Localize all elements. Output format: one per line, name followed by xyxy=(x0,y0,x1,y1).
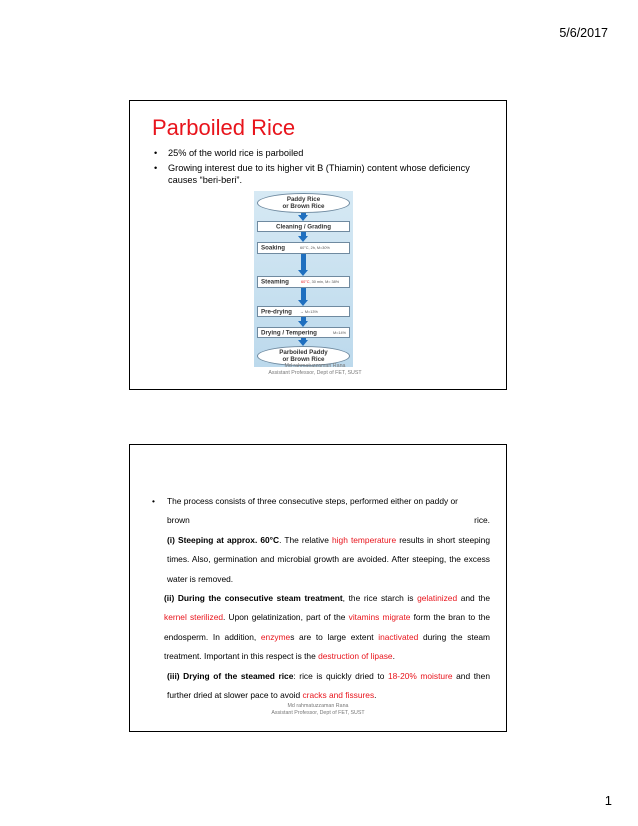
flow-step-steaming: Steaming 60°C, 30 min, M= 38% xyxy=(257,276,350,288)
flow-arrow xyxy=(298,232,309,242)
flow-arrow xyxy=(298,288,309,306)
parboiling-flowchart xyxy=(254,191,353,367)
print-date: 5/6/2017 xyxy=(559,26,608,40)
slide-parboiled-rice xyxy=(129,100,507,390)
page-number: 1 xyxy=(604,793,612,808)
slide-body-text xyxy=(150,492,490,705)
flow-step-paddy-rice: Paddy Rice or Brown Rice xyxy=(257,193,350,213)
flow-arrow xyxy=(298,254,309,276)
flow-step-drying-tempering: Drying / Tempering M=14% xyxy=(257,327,350,338)
bullet-list xyxy=(152,147,482,189)
flow-arrow xyxy=(298,317,309,327)
slide-footer: Md rahmatuzzaman Rana Assistant Professor, Dept of FET, SUST xyxy=(271,703,365,716)
slide-title: Parboiled Rice xyxy=(152,115,296,140)
flow-step-soaking: Soaking 60°C, 2h, M=30% xyxy=(257,242,350,254)
flow-arrow xyxy=(298,338,309,346)
paragraph-intro: • The process consists of three consecutive steps, performed either on paddy or brown rice. xyxy=(150,492,490,531)
flow-step-pre-drying: Pre-drying → M=13% xyxy=(257,306,350,317)
paragraph-steam-treatment: (ii) During the consecutive steam treatment, the rice starch is gelatinized and the kernel sterilized. Upon gelatinization, part of the vitamins migrate form the bran to the endosperm. In addition, enzymes are to large extent inactivated during the steam treatment. Important in this respect is the destruction of lipase. xyxy=(164,593,491,662)
flow-step-parboiled-paddy: Parboiled Paddy or Brown Rice xyxy=(257,346,350,366)
paragraph-drying: (iii) Drying of the steamed rice: rice is quickly dried to 18-20% moisture and then further dried at slower pace to avoid cracks and fissures. xyxy=(167,670,490,701)
flow-step-cleaning: Cleaning / Grading xyxy=(257,221,350,232)
paragraph-steeping: (i) Steeping at approx. 60°C. The relative high temperature results in short steeping times. Also, germination and microbial growth are avoided. After steeping, the excess water is removed. xyxy=(167,534,490,584)
bullet-item: • 25% of the world rice is parboiled xyxy=(152,147,482,159)
flow-arrow xyxy=(298,213,309,221)
bullet-item: • Growing interest due to its higher vit B (Thiamin) content whose deficiency causes “beri-beri”. xyxy=(152,162,482,186)
slide-footer: Md rahmatuzzaman Rana Assistant Professor, Dept of FET, SUST xyxy=(268,363,362,376)
slide-parboiling-process xyxy=(129,444,507,732)
